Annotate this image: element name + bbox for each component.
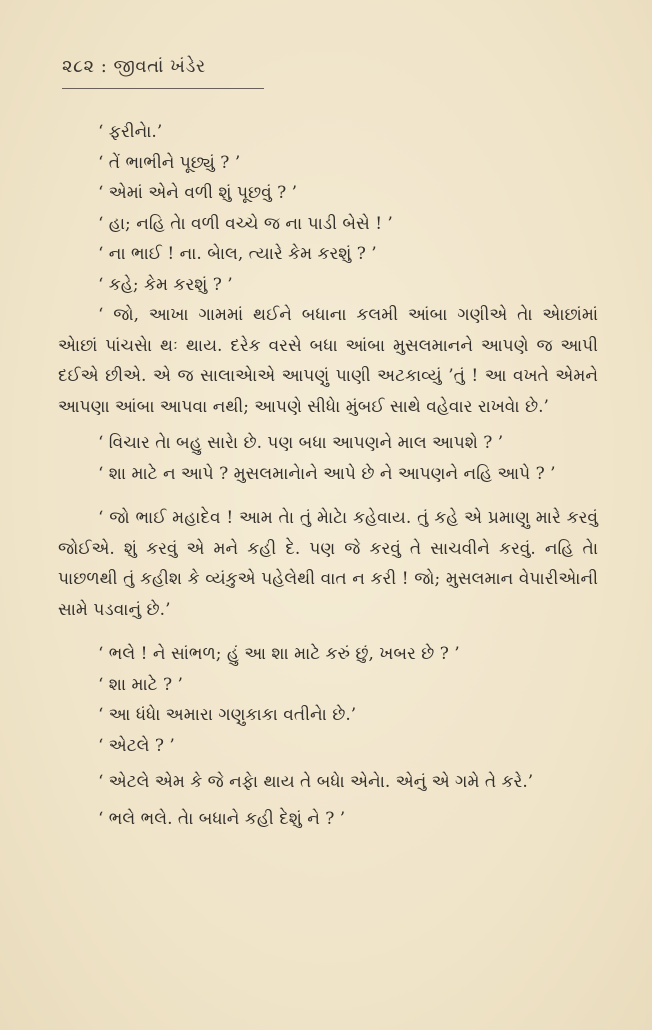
- dialogue-paragraph: ‘ જો, આખા ગામમાં થઈને બધાના કલમી આંબા ગણીએ તેા એાછાંમાં એાછાં પાંચસેા થઃ થાય. દરેક વરસે બધા આંબા મુસલમાનને આપણે જ આપી દઈએ છીએ. એ જ સાલાએાએ આપણું પાણી અટકાવ્યું ’તું ! આ વખતે એમને આપણા આંબા આપવા નથી; આપણે સીધેા મુંબઈ સાથે વહેવાર રાખવેા છે.’: [58, 305, 598, 417]
- dialogue-line: ‘ હા; નહિ તેા વળી વચ્ચે જ ના પાડી બેસે ! ’: [98, 213, 393, 234]
- header-underline: [62, 88, 264, 89]
- dialogue-paragraph: ‘ શા માટે ન આપે ? મુસલમાનેાને આપે છે ને આપણને નહિ આપે ? ’: [98, 463, 556, 484]
- page-body: [58, 117, 598, 834]
- running-header: ૨૮૨ : જીવતાં ખંડેર: [62, 56, 206, 77]
- dialogue-line: ‘ ફરીનેા.’: [98, 122, 163, 142]
- dialogue-line: ‘ કહે; કેમ કરશું ? ’: [98, 274, 233, 295]
- dialogue-line: ‘ એમાં એને વળી શું પૂછવું ? ’: [98, 183, 298, 203]
- dialogue-line: ‘ ભલે ભલે. તેા બધાને કહી દેશું ને ? ’: [98, 808, 346, 829]
- dialogue-line: ‘ તેં ભાભીને પૂછ્યું ? ’: [98, 152, 241, 173]
- dialogue-paragraph: ‘ જો ભાઈ મહાદેવ ! આમ તેા તું મેાટેા કહેવાય. તું કહે એ પ્રમાણુ મારે કરવું જોઈએ. શું કરવું એ મને કહી દે. પણ જે કરવું તે સાચવીને કરવું. નહિ તેા પાછળથી તું કહીશ કે વ્યંકુએ પહેલેથી વાત ન કરી ! જો; મુસલમાન વેપારીએાની સામે પડવાનું છે.’: [58, 508, 598, 620]
- dialogue-paragraph: ‘ એટલે એમ કે જે નફેા થાય તે બધેા એનેા. એનું એ ગમે તે કરે.’: [98, 772, 534, 792]
- dialogue-line: ‘ વિચાર તેા બહુ સારેા છે. પણ બધા આપણને માલ આપશે ? ’: [98, 433, 504, 453]
- dialogue-line: ‘ એટલે ? ’: [98, 735, 175, 756]
- dialogue-line: ‘ ના ભાઈ ! ના. બેાલ, ત્યારે કેમ કરશું ? ’: [98, 244, 377, 264]
- dialogue-line: ‘ આ ધંધેા અમારા ગણુકાકા વતીનેા છે.’: [98, 705, 357, 725]
- dialogue-line: ‘ ભલે ! ને સાંભળ; હું આ શા માટે કરું છું, ખબર છે ? ’: [98, 644, 460, 664]
- dialogue-line: ‘ શા માટે ? ’: [98, 674, 183, 695]
